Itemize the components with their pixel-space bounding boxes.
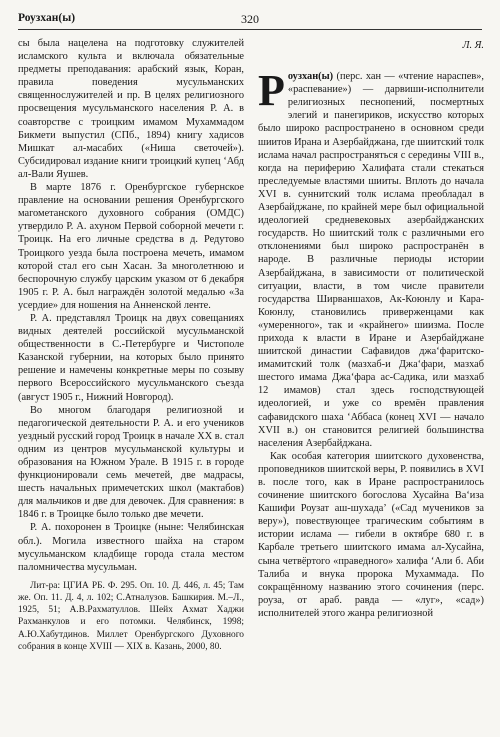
author-signature: Л. Я. [462,40,484,51]
entry-definition: (перс. хан — «чтение нараспев», «распевание») — дарвиши-исполнители религиозных песнопений, посмертных элегий и панегириков, искусство которых было широко распространено в основном среди шиитов Ирана и Азербайджана, где шиитский толк ислама начал распространяться с середины VIII в., когда на периферию Халифата стали стекаться преследуемые властями шииты. Вплоть до начала XVI в. суннитский толк ислама преобладал в Азербайджане, по крайней мере был официальной идеологией средневековых азербайджанских государств. Но шиитский толк с различными его отклонениями был широко распространён в народе. В различные периоды истории Азербайджана, в зависимости от политической ситуации, власти, в том числе правители государства Ширваншахов, Ак-Коюнлу и Кара-Коюнлу, становились приверженцами как «умеренного», так и «крайнего» шиизма. После прихода к власти в Иране и Азербайджане шиитской династии Сафавидов джа‘фаритско-имамитский толк (мазхаб-и Джа‘фари, мазхаб шестого имама Джа‘фара ас-Садика, или мазхаб 12 имамов) стал здесь господствующей идеологией, и уже со времён правления сафавидского шаха ‘Аббаса (конец XVI — начало XVII в.) он становится религией большинства населения Азербайджана. [258,71,484,449]
paragraph: сы была нацелена на подготовку служителей исламского культа и включала обязательные предметы преподавания: арабский язык, Коран, правила поведения мусульманских священнослужителей и пр. В целях религиозного просвещения мусульманского населения Р. А. в соавторстве с троицким имамом Мухаммадом Бикмети выпустил (СПб., 1894) книгу хадисов Мишкат ал-масабих («Ниша светочей»). Субсидировал издание книги троицкий купец ‘Абд ал-Вали Яушев. [18,38,244,180]
paragraph: В марте 1876 г. Оренбургское губернское правление на основании решения Оренбургского магометанского духовного собрания (ОМДС) утвердило Р. А. ахуном Первой соборной мечети г. Троицк. На его личные средства в д. Редутово Троицкого уезда была построена мечеть, имамом которой стал его сын Хасан. За многолетнюю и беспорочную службу царским указом от 6 декабря 1905 г. Р. А. был награждён золотой медалью «За усердие» для ношения на Анненской ленте. [18,182,244,311]
entry-rouzkhan [258,66,484,620]
page-header [18,10,482,30]
running-head: Роузхан(ы) [18,12,76,24]
right-column [258,37,484,620]
paragraph: Р. А. представлял Троицк на двух совещаниях видных деятелей российской мусульманской общественности в С.-Петербурге и Чистополе Казанской губернии, на которых было принято решение и намечены конкретные меры по созыву первого Всероссийского мусульманского съезда (август 1905 г., Нижний Новгород). [18,312,244,403]
drop-cap: Р [258,66,285,116]
left-column [18,37,244,653]
paragraph: Р. А. похоронен в Троицке (ныне: Челябинская обл.). Могила известного шайха на старом мусульманском кладбище города стала местом паломничества мусульман. [18,522,244,573]
entry-headword: оузхан(ы) [287,71,334,83]
references: Лит-ра: ЦГИА РБ. Ф. 295. Оп. 10. Д. 446, л. 45; Там же. Оп. 11. Д. 4, л. 102; С.Атналузов. Башкирия. М.–Л., 1925, 51; А.В.Рахматуллов. Шейх Ахмат Хаджи Рахманкулов и его потомки. Челябинск, 1998; А.Ю.Хабутдинов. Миллет Оренбургского Духовного собрания в конце XVIII — XIX в. Казань, 2000, 80. [18,580,244,652]
entry-first-paragraph [258,66,484,450]
header-rule [18,29,482,30]
page-number: 320 [241,12,259,26]
paragraph: Во многом благодаря религиозной и педагогической деятельности Р. А. и его учеников уездный русский город Троицк в начале XX в. стал одним из центров мусульманской культуры и образования на Южном Урале. В 1915 г. в городе функционировали семь мечетей, две мадрасы, шесть начальных примечетских школ (мактабов) для мальчиков и две для девочек. Для сравнения: в 1846 г. в Троицке было только две мечети. [18,404,244,521]
paragraph: Как особая категория шиитского духовенства, проповедников шиитской веры, Р. появились в XVI в. после того, как в Иране распространилось сочинение шиитского богослова Хусайна Ва‘иза Кашифи Роузат аш-шухада’ («Сад мучеников за веру»), повествующее трагическим событиям в истории ислама — гибели в октябре 680 г. в Карбале третьего шиитского имама ал-Хусайна, сына четвёртого «праведного» халифа ‘Али б. Аби Талиба и внука пророка Мухаммада. По сокращённому названию этого сочинения (перс. роуза, от араб. равда — «луг», «сад») исполнителей этого жанра религиозной [258,450,484,619]
